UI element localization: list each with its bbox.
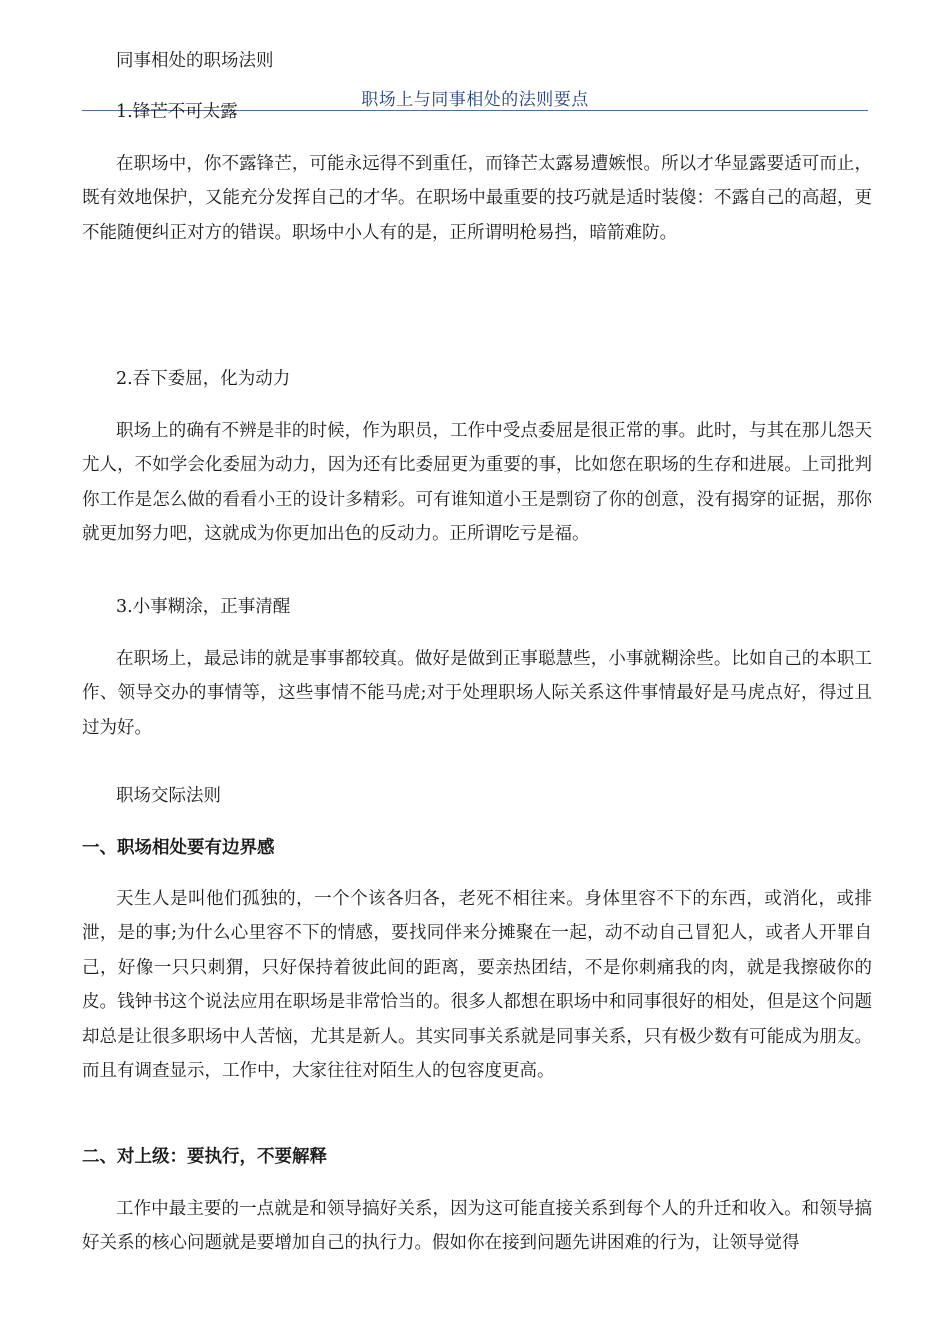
rule-heading: 3.小事糊涂，正事清醒 bbox=[116, 597, 291, 617]
paragraph: 在职场中，你不露锋芒，可能永远得不到重任，而锋芒太露易遭嫉恨。所以才华显露要适可而止，既有效地保护，又能充分发挥自己的才华。在职场中最重要的技巧就是适时装傻：不露自己的高超，更不能随便纠正对方的错误。职场中小人有的是，正所谓明枪易挡，暗箭难防。 bbox=[82, 154, 872, 243]
rule-heading: 1.锋芒不可太露 bbox=[116, 102, 238, 122]
section-heading: 一、职场相处要有边界感 bbox=[82, 838, 275, 858]
section-heading: 二、对上级：要执行，不要解释 bbox=[82, 1147, 327, 1167]
paragraph: 职场上的确有不辨是非的时候，作为职员，工作中受点委屈是很正常的事。此时，与其在那儿怨天尤人，不如学会化委屈为动力，因为还有比委屈更为重要的事，比如您在职场的生存和进展。上司批判你工作是怎么做的看看小王的设计多精彩。可有谁知道小王是剽窃了你的创意，没有揭穿的证据，那你就更加努力吧，这就成为你更加出色的反动力。正所谓吃亏是福。 bbox=[82, 421, 872, 545]
section-label: 职场交际法则 bbox=[116, 786, 221, 806]
section-label: 同事相处的职场法则 bbox=[116, 51, 274, 71]
header-title: 职场上与同事相处的法则要点 bbox=[361, 90, 589, 110]
rule-heading: 2.吞下委屈，化为动力 bbox=[116, 369, 291, 389]
paragraph: 在职场上，最忌讳的就是事事都较真。做好是做到正事聪慧些，小事就糊涂些。比如自己的本职工作、领导交办的事情等，这些事情不能马虎;对于处理职场人际关系这件事情最好是马虎点好，得过且过为好。 bbox=[82, 649, 872, 738]
paragraph: 工作中最主要的一点就是和领导搞好关系，因为这可能直接关系到每个人的升迁和收入。和领导搞好关系的核心问题就是要增加自己的执行力。假如你在接到问题先讲困难的行为，让领导觉得 bbox=[82, 1199, 872, 1254]
paragraph: 天生人是叫他们孤独的，一个个该各归各，老死不相往来。身体里容不下的东西，或消化，或排泄，是的事;为什么心里容不下的情感，要找同伴来分摊聚在一起，动不动自己冒犯人，或者人开罪自己，好像一只只刺猬，只好保持着彼此间的距离，要亲热团结，不是你刺痛我的肉，就是我擦破你的皮。钱钟书这个说法应用在职场是非常恰当的。很多人都想在职场中和同事很好的相处，但是这个问题却总是让很多职场中人苦恼，尤其是新人。其实同事关系就是同事关系，只有极少数有可能成为朋友。而且有调查显示，工作中，大家往往对陌生人的包容度更高。 bbox=[82, 889, 872, 1082]
